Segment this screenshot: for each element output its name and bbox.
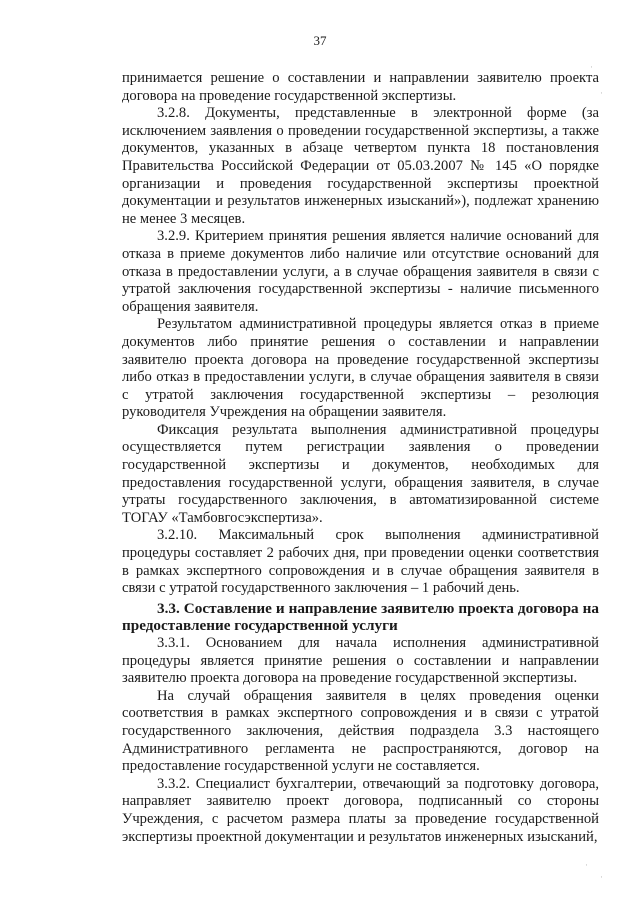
paragraph: 3.3.2. Специалист бухгалтерии, отвечающий за подготовку договора, направляет заявителю проект договора, подписанный со стороны Учреждения, с расчетом размера платы за проведение государственной экспертизы проектной документации и результатов инженерных изысканий, — [122, 775, 599, 845]
scan-speck: · — [585, 860, 588, 870]
page-number: 37 — [313, 33, 327, 48]
scan-speck: · — [600, 872, 603, 882]
paragraph: На случай обращения заявителя в целях проведения оценки соответствия в рамках экспертного сопровождения и в связи с утратой государственного заключения, действия подраздела 3.3 настоящего Административного регламента не распространяются, договор на предоставление государственной услуги не составляется. — [122, 687, 599, 775]
paragraph: 3.2.10. Максимальный срок выполнения административной процедуры составляет 2 рабочих дня, при проведении оценки соответствия в рамках экспертного сопровождения и в случае обращения заявителя в связи с утратой государственного заключения – 1 рабочий день. — [122, 527, 599, 597]
section-heading: 3.3. Составление и направление заявителю проекта договора на предоставление государственной услуги — [122, 599, 599, 635]
paragraph: Результатом административной процедуры является отказ в приеме документов либо принятие решения о составлении и направлении заявителю проекта договора на проведение государственной экспертизы либо отказ в предоставлении услуги, в случае обращения заявителя в связи с утратой заключения государственной экспертизы – резолюция руководителя Учреждения на обращении заявителя. — [122, 316, 599, 421]
paragraph: 3.2.8. Документы, представленные в электронной форме (за исключением заявления о проведении государственной экспертизы, а также документов, указанных в абзаце четвертом пункта 18 постановления Правительства Российской Федерации от 05.03.2007 № 145 «О порядке организации и проведения государственной экспертизы проектной документации и результатов инженерных изысканий»), подлежат хранению не менее 3 месяцев. — [122, 105, 599, 227]
scan-speck: · — [600, 88, 603, 98]
paragraph: 3.3.1. Основанием для начала исполнения административной процедуры является принятие решения о составлении и направлении заявителю проекта договора на проведение государственной экспертизы. — [122, 635, 599, 687]
document-body — [122, 70, 599, 846]
scan-speck: · — [590, 62, 593, 72]
paragraph: принимается решение о составлении и направлении заявителю проекта договора на проведение государственной экспертизы. — [122, 70, 599, 104]
paragraph: 3.2.9. Критерием принятия решения является наличие оснований для отказа в приеме документов либо наличие или отсутствие оснований для отказа в предоставлении услуги, а в случае обращения заявителя в связи с утратой заключения государственной экспертизы - наличие письменного обращения заявителя. — [122, 228, 599, 315]
paragraph: Фиксация результата выполнения административной процедуры осуществляется путем регистрации заявления о проведении государственной экспертизы и документов, необходимых для предоставления государственной услуги, обращения заявителя, в случае утраты государственного заключения, в автоматизированной системе ТОГАУ «Тамбовгосэкспертиза». — [122, 421, 599, 526]
